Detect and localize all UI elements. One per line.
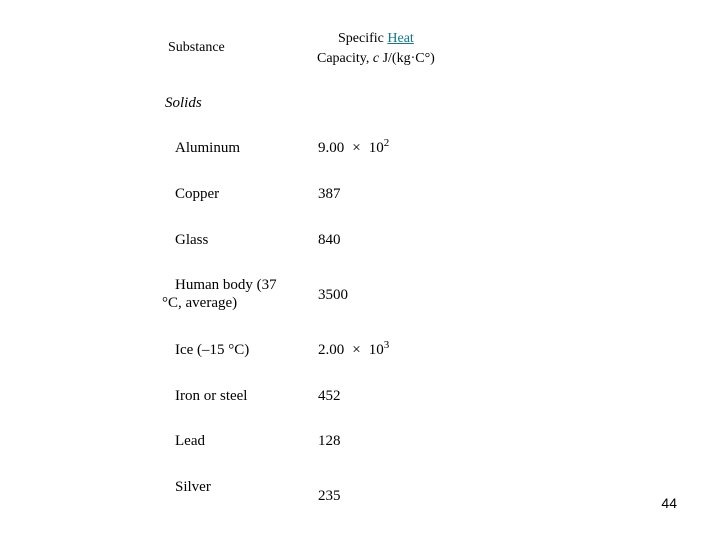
value-exponent: 3 <box>383 339 390 351</box>
row-name: Silver <box>175 479 211 495</box>
row-name: Copper <box>175 186 220 202</box>
row-name: Iron or steel <box>175 388 248 404</box>
header-shc-var: c <box>372 51 380 66</box>
times-sign: × <box>352 140 361 156</box>
value-mantissa: 2.00 <box>318 342 345 358</box>
row-name-cont: °C, average) <box>162 295 238 311</box>
row-name: Aluminum <box>175 140 241 156</box>
header-shc-line2b: J/(kg·C°) <box>379 51 435 66</box>
row-value: 840 <box>318 232 341 248</box>
row-value: 128 <box>318 433 341 449</box>
heat-link[interactable]: Heat <box>387 31 414 46</box>
section-solids: Solids <box>165 95 202 111</box>
header-substance: Substance <box>168 40 225 55</box>
row-name: Ice (–15 °C) <box>175 342 250 358</box>
row-value: 387 <box>318 186 341 202</box>
row-value <box>318 341 389 359</box>
row-name: Lead <box>175 433 205 449</box>
row-value: 235 <box>318 488 341 504</box>
value-exponent: 2 <box>383 137 390 149</box>
header-shc-line2a: Capacity, <box>317 51 373 66</box>
value-mantissa: 9.00 <box>318 140 345 156</box>
row-name: Glass <box>175 232 209 248</box>
row-value: 452 <box>318 388 341 404</box>
row-value <box>318 139 389 157</box>
times-sign: × <box>352 342 361 358</box>
row-name: Human body (37 <box>175 277 277 293</box>
row-value: 3500 <box>318 287 348 303</box>
value-base: 10 <box>368 140 384 156</box>
value-base: 10 <box>368 342 384 358</box>
header-shc-prefix: Specific <box>338 31 388 46</box>
header-specific-heat <box>317 29 435 69</box>
page-number: 44 <box>661 495 677 511</box>
